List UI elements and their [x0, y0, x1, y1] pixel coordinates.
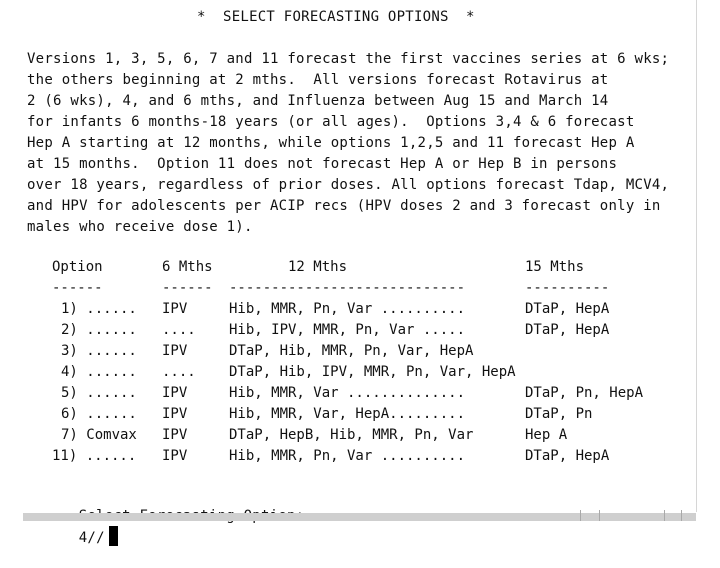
row-2-12-mths: Hib, IPV, MMR, Pn, Var .....	[229, 322, 466, 338]
row-4-6-mths: ....	[162, 364, 196, 380]
option-1: 1) ......	[61, 301, 137, 317]
row-5-12-mths: Hib, MMR, Var ..............	[229, 385, 466, 401]
separator-6-mths: ------	[162, 280, 213, 296]
row-5-15-mths: DTaP, Pn, HepA	[525, 385, 644, 401]
status-divider-2	[599, 510, 600, 521]
table-row	[52, 320, 610, 340]
option-7: 7) Comvax	[61, 427, 137, 443]
description-line-8: and HPV for adolescents per ACIP recs (HPV doses 2 and 3 forecast only in	[27, 198, 661, 214]
table-row	[52, 425, 568, 445]
option-6: 6) ......	[61, 406, 137, 422]
row-2-6-mths: ....	[162, 322, 196, 338]
row-11-15-mths: DTaP, HepA	[525, 448, 610, 464]
separator-12-mths: ----------------------------	[229, 280, 466, 296]
option-11: 11) ......	[52, 448, 137, 464]
description-line-1: Versions 1, 3, 5, 6, 7 and 11 forecast the first vaccines series at 6 wks;	[27, 51, 670, 67]
row-3-6-mths: IPV	[162, 343, 188, 359]
table-row	[52, 404, 593, 424]
table-row	[52, 341, 474, 361]
row-2-15-mths: DTaP, HepA	[525, 322, 610, 338]
row-5-6-mths: IPV	[162, 385, 188, 401]
header-option: Option	[52, 259, 103, 275]
row-6-12-mths: Hib, MMR, Var, HepA.........	[229, 406, 466, 422]
separator-option: ------	[52, 280, 103, 296]
row-1-12-mths: Hib, MMR, Pn, Var ..........	[229, 301, 466, 317]
screen-title: * SELECT FORECASTING OPTIONS *	[197, 9, 475, 25]
description-line-2: the others beginning at 2 mths. All versions forecast Rotavirus at	[27, 72, 609, 88]
description-line-6: at 15 months. Option 11 does not forecast Hep A or Hep B in persons	[27, 156, 618, 172]
option-2: 2) ......	[61, 322, 137, 338]
description-line-9: males who receive dose 1).	[27, 219, 253, 235]
description-line-4: for infants 6 months-18 years (or all ages). Options 3,4 & 6 forecast	[27, 114, 635, 130]
row-6-15-mths: DTaP, Pn	[525, 406, 593, 422]
row-6-6-mths: IPV	[162, 406, 188, 422]
option-3: 3) ......	[61, 343, 137, 359]
row-7-12-mths: DTaP, HepB, Hib, MMR, Pn, Var	[229, 427, 474, 443]
row-3-12-mths: DTaP, Hib, MMR, Pn, Var, HepA	[229, 343, 474, 359]
row-11-6-mths: IPV	[162, 448, 188, 464]
row-1-15-mths: DTaP, HepA	[525, 301, 610, 317]
table-row	[52, 446, 610, 466]
header-6-mths: 6 Mths	[162, 259, 213, 275]
header-15-mths: 15 Mths	[525, 259, 585, 275]
table-row	[52, 383, 644, 403]
table-row	[52, 299, 610, 319]
row-11-12-mths: Hib, MMR, Pn, Var ..........	[229, 448, 466, 464]
row-7-15-mths: Hep A	[525, 427, 568, 443]
status-divider-3	[664, 510, 665, 521]
option-5: 5) ......	[61, 385, 137, 401]
description-line-3: 2 (6 wks), 4, and 6 mths, and Influenza between Aug 15 and March 14	[27, 93, 609, 109]
table-row	[52, 362, 516, 382]
status-divider-1	[580, 510, 581, 521]
text-cursor	[109, 526, 118, 546]
status-divider-4	[681, 510, 682, 521]
table-separator	[52, 278, 610, 298]
separator-15-mths: ----------	[525, 280, 610, 296]
prompt-default-value[interactable]: 4//	[78, 530, 105, 546]
row-1-6-mths: IPV	[162, 301, 188, 317]
table-header	[52, 257, 585, 277]
option-4: 4) ......	[61, 364, 137, 380]
description-line-5: Hep A starting at 12 months, while options 1,2,5 and 11 forecast Hep A	[27, 135, 635, 151]
row-4-12-mths: DTaP, Hib, IPV, MMR, Pn, Var, HepA	[229, 364, 516, 380]
forecasting-option-prompt[interactable]	[44, 486, 304, 568]
window-bottom-bar	[23, 513, 696, 521]
row-7-6-mths: IPV	[162, 427, 188, 443]
description-line-7: over 18 years, regardless of prior doses. All options forecast Tdap, MCV4,	[27, 177, 670, 193]
header-12-mths: 12 Mths	[288, 259, 348, 275]
